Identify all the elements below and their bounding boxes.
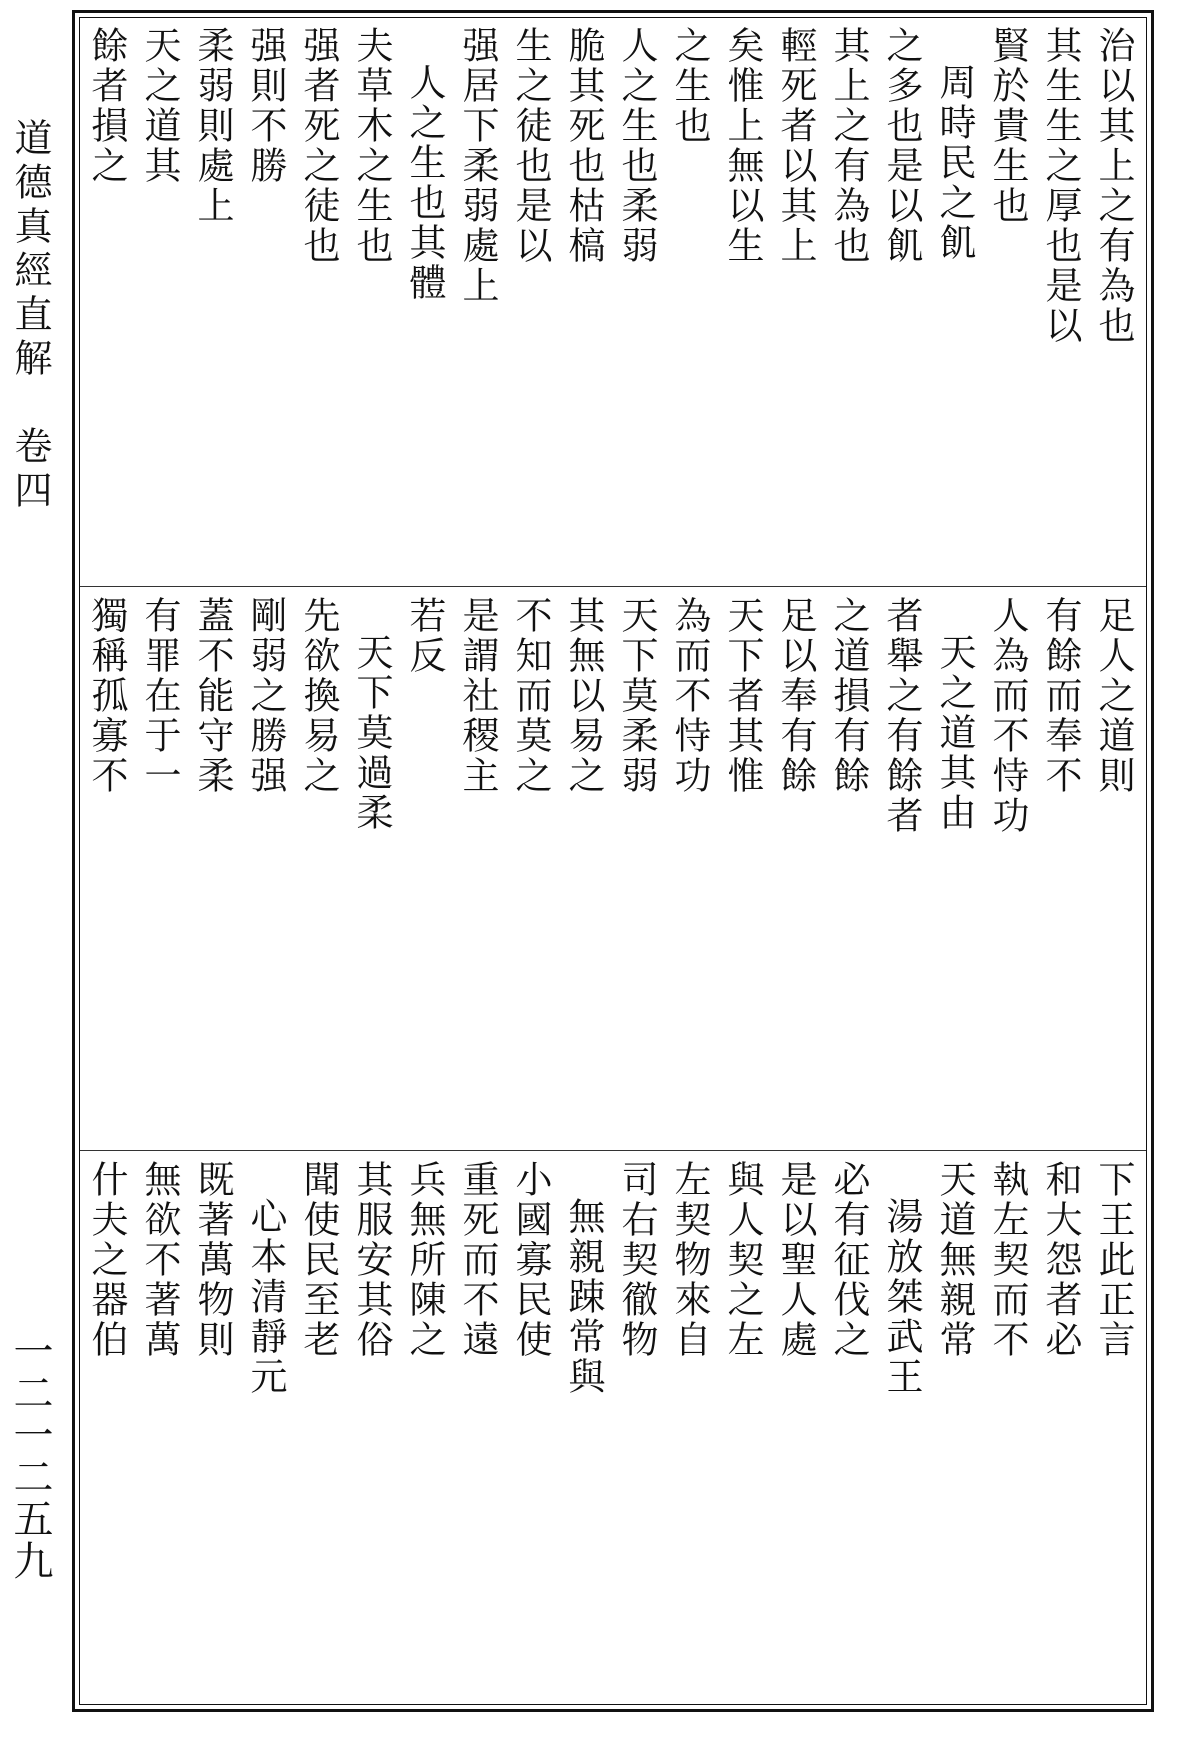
- register-divider: [80, 1150, 1146, 1151]
- text-column: 獨稱孤寡不: [85, 596, 128, 796]
- text-column: 其服安其俗: [350, 1160, 393, 1360]
- text-column: 其生生之厚也是以: [1039, 26, 1082, 346]
- text-column: 柔弱則處上: [191, 26, 234, 226]
- text-column: 左契物來自: [668, 1160, 711, 1360]
- register-bottom: [80, 1152, 1146, 1708]
- text-column: 脆其死也枯槁: [562, 26, 605, 266]
- text-column: 若反: [403, 596, 446, 676]
- text-column: 强者死之徒也: [297, 26, 340, 266]
- text-column: 之多也是以飢: [880, 26, 923, 266]
- page-frame: [72, 10, 1154, 1712]
- text-column: 夫草木之生也: [350, 26, 393, 266]
- text-column: 强則不勝: [244, 26, 287, 186]
- text-column: 先欲換易之: [297, 596, 340, 796]
- text-column: 治以其上之有為也: [1092, 26, 1135, 346]
- text-column: 有餘而奉不: [1039, 596, 1082, 796]
- text-column: 和大怨者必: [1039, 1160, 1082, 1360]
- register-top: [80, 18, 1146, 586]
- register-middle: [80, 588, 1146, 1150]
- text-column: 餘者損之: [85, 26, 128, 186]
- text-columns: [85, 596, 1136, 1142]
- text-column: 是謂社稷主: [456, 596, 499, 796]
- text-column: 人之生也其體: [403, 63, 446, 303]
- register-divider: [80, 586, 1146, 587]
- text-column: 湯放桀武王: [880, 1197, 923, 1397]
- text-column: 賢於貴生也: [986, 26, 1029, 226]
- page-number: 一二一二五九: [7, 1330, 53, 1582]
- text-column: 天之道其: [138, 26, 181, 186]
- text-column: 執左契而不: [986, 1160, 1029, 1360]
- text-column: 為而不恃功: [668, 596, 711, 796]
- text-column: 無親踈常與: [562, 1197, 605, 1397]
- text-column: 心本清靜元: [244, 1197, 287, 1397]
- text-columns: [85, 1160, 1136, 1700]
- text-column: 剛弱之勝强: [244, 596, 287, 796]
- text-column: 足以奉有餘: [774, 596, 817, 796]
- text-column: 下王此正言: [1092, 1160, 1135, 1360]
- text-column: 天下莫柔弱: [615, 596, 658, 796]
- running-title: 道德真經直解 卷四: [8, 118, 52, 514]
- text-column: 者舉之有餘者: [880, 596, 923, 836]
- text-column: 之生也: [668, 26, 711, 146]
- text-column: 既著萬物則: [191, 1160, 234, 1360]
- text-column: 司右契徹物: [615, 1160, 658, 1360]
- text-column: 是以聖人處: [774, 1160, 817, 1360]
- text-column: 生之徒也是以: [509, 26, 552, 266]
- text-column: 聞使民至老: [297, 1160, 340, 1360]
- text-column: 有罪在于一: [138, 596, 181, 796]
- text-column: 蓋不能守柔: [191, 596, 234, 796]
- text-column: 無欲不著萬: [138, 1160, 181, 1360]
- text-column: 人為而不恃功: [986, 596, 1029, 836]
- text-column: 足人之道則: [1092, 596, 1135, 796]
- text-column: 兵無所陳之: [403, 1160, 446, 1360]
- text-column: 輕死者以其上: [774, 26, 817, 266]
- text-column: 人之生也柔弱: [615, 26, 658, 266]
- text-column: 天下莫過柔: [350, 633, 393, 833]
- text-column: 天下者其惟: [721, 596, 764, 796]
- text-columns: [85, 26, 1136, 578]
- text-column: 什夫之器伯: [85, 1160, 128, 1360]
- text-column: 矣惟上無以生: [721, 26, 764, 266]
- text-column: 小國寡民使: [509, 1160, 552, 1360]
- text-column: 之道損有餘: [827, 596, 870, 796]
- text-column: 重死而不遠: [456, 1160, 499, 1360]
- text-column: 必有征伐之: [827, 1160, 870, 1360]
- text-block: [79, 17, 1147, 1705]
- text-column: 不知而莫之: [509, 596, 552, 796]
- text-column: 天道無親常: [933, 1160, 976, 1360]
- text-column: 與人契之左: [721, 1160, 764, 1360]
- text-column: 其上之有為也: [827, 26, 870, 266]
- text-column: 周時民之飢: [933, 63, 976, 263]
- text-column: 天之道其由: [933, 633, 976, 833]
- text-column: 强居下柔弱處上: [456, 26, 499, 306]
- text-column: 其無以易之: [562, 596, 605, 796]
